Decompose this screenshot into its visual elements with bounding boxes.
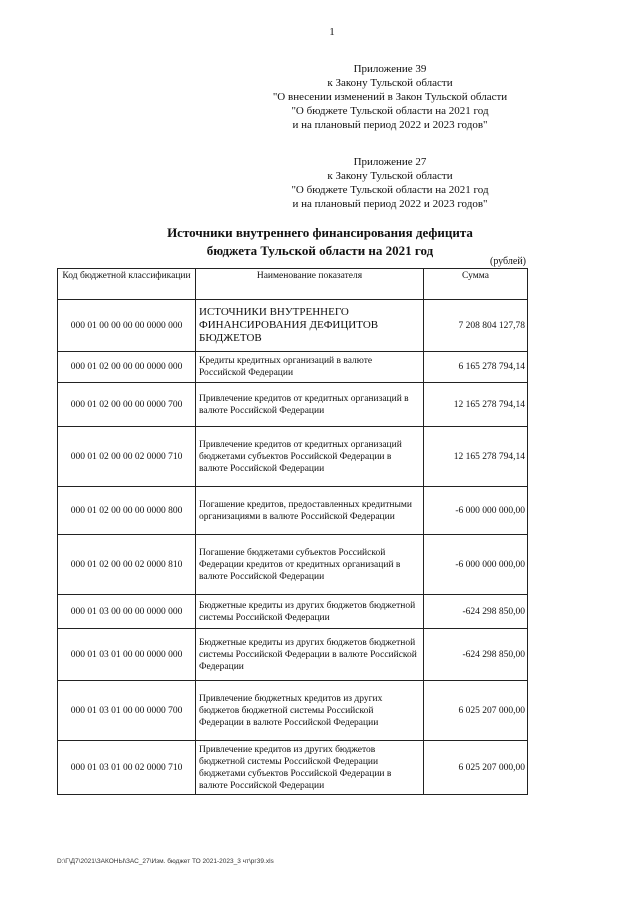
header-code: Код бюджетной классификации [58, 269, 196, 300]
row-name: Привлечение бюджетных кредитов из других бюджетов бюджетной системы Российской Федерации в валюте Российской Федерации [196, 681, 424, 741]
appendix-27-line: к Закону Тульской области [327, 170, 453, 182]
row-code: 000 01 03 01 00 00 0000 000 [58, 629, 196, 681]
header-name: Наименование показателя [196, 269, 424, 300]
appendix-39-line: Приложение 39 [353, 63, 427, 75]
row-name: Кредиты кредитных организаций в валюте Российской Федерации [196, 352, 424, 383]
budget-sources-table [57, 268, 528, 795]
appendix-27-heading [250, 155, 530, 211]
table-row [58, 595, 528, 629]
row-code: 000 01 02 00 00 00 0000 800 [58, 487, 196, 535]
row-code: 000 01 03 01 00 02 0000 710 [58, 741, 196, 795]
appendix-39-line: к Закону Тульской области [327, 77, 453, 89]
table-row [58, 383, 528, 427]
table-row [58, 487, 528, 535]
appendix-27-line: "О бюджете Тульской области на 2021 год [291, 184, 489, 196]
page-number: 1 [329, 26, 335, 38]
row-name: Бюджетные кредиты из других бюджетов бюджетной системы Российской Федерации в валюте Российской Федерации [196, 629, 424, 681]
row-name: ИСТОЧНИКИ ВНУТРЕННЕГО ФИНАНСИРОВАНИЯ ДЕФИЦИТОВ БЮДЖЕТОВ [196, 300, 424, 352]
row-name: Погашение бюджетами субъектов Российской Федерации кредитов от кредитных организаций в валюте Российской Федерации [196, 535, 424, 595]
row-amount: 6 165 278 794,14 [424, 352, 528, 383]
row-amount: 6 025 207 000,00 [424, 681, 528, 741]
row-code: 000 01 00 00 00 00 0000 000 [58, 300, 196, 352]
row-amount: -6 000 000 000,00 [424, 487, 528, 535]
row-name: Привлечение кредитов от кредитных организаций бюджетами субъектов Российской Федерации в валюте Российской Федерации [196, 427, 424, 487]
row-code: 000 01 03 00 00 00 0000 000 [58, 595, 196, 629]
row-amount: -6 000 000 000,00 [424, 535, 528, 595]
appendix-39-line: "О внесении изменений в Закон Тульской области [272, 91, 508, 103]
row-amount: -624 298 850,00 [424, 595, 528, 629]
document-title [80, 224, 560, 260]
table-row [58, 629, 528, 681]
appendix-39-line: "О бюджете Тульской области на 2021 год [291, 105, 489, 117]
row-name: Привлечение кредитов из других бюджетов бюджетной системы Российской Федерации бюджетами субъектов Российской Федерации в валюте Российской Федерации [196, 741, 424, 795]
row-code: 000 01 02 00 00 00 0000 000 [58, 352, 196, 383]
row-name: Бюджетные кредиты из других бюджетов бюджетной системы Российской Федерации [196, 595, 424, 629]
table-row [58, 300, 528, 352]
row-amount: 12 165 278 794,14 [424, 383, 528, 427]
header-amount: Сумма [424, 269, 528, 300]
row-code: 000 01 02 00 00 02 0000 710 [58, 427, 196, 487]
row-amount: 7 208 804 127,78 [424, 300, 528, 352]
table-row [58, 681, 528, 741]
table-row [58, 352, 528, 383]
file-path-footer: D:\Г\Д7\2021\ЗАКОНЫ\ЗАС_27\Изм. бюджет ТО 2021-2023_3 чт\рг39.xls [57, 858, 274, 865]
appendix-39-line: и на плановый период 2022 и 2023 годов" [292, 119, 488, 131]
row-amount: 12 165 278 794,14 [424, 427, 528, 487]
row-code: 000 01 03 01 00 00 0000 700 [58, 681, 196, 741]
appendix-27-line: Приложение 27 [353, 156, 427, 168]
appendix-27-line: и на плановый период 2022 и 2023 годов" [292, 198, 488, 210]
row-amount: -624 298 850,00 [424, 629, 528, 681]
appendix-39-heading [250, 62, 530, 132]
row-code: 000 01 02 00 00 00 0000 700 [58, 383, 196, 427]
table-row [58, 427, 528, 487]
table-row [58, 535, 528, 595]
row-name: Погашение кредитов, предоставленных кредитными организациями в валюте Российской Федерации [196, 487, 424, 535]
row-code: 000 01 02 00 00 02 0000 810 [58, 535, 196, 595]
table-header-row [58, 269, 528, 300]
row-name: Привлечение кредитов от кредитных организаций в валюте Российской Федерации [196, 383, 424, 427]
document-title-line: Источники внутреннего финансирования дефицита [167, 225, 473, 240]
document-title-line: бюджета Тульской области на 2021 год [206, 243, 434, 258]
units-label: (рублей) [489, 256, 526, 267]
row-amount: 6 025 207 000,00 [424, 741, 528, 795]
table-row [58, 741, 528, 795]
